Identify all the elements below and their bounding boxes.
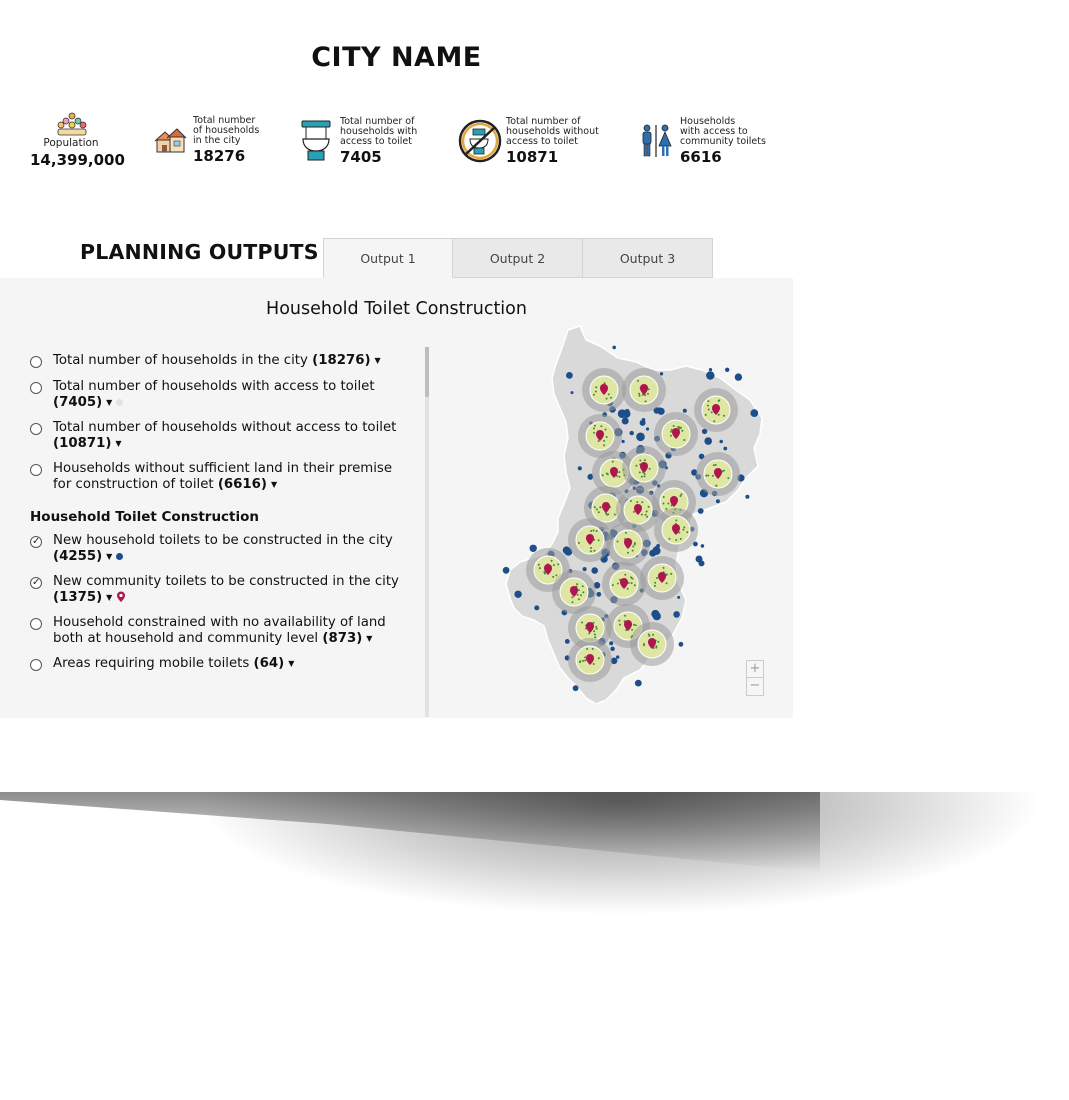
cluster-speck: [593, 530, 595, 532]
cluster-speck: [673, 425, 675, 427]
household-toilet-dot: [566, 372, 573, 379]
cluster-speck: [603, 444, 605, 446]
option-label: Total number of households in the city: [53, 353, 308, 368]
cluster-speck: [644, 459, 646, 461]
cluster-speck: [666, 582, 668, 584]
stat-label: with access to: [680, 126, 748, 137]
cluster-speck: [593, 630, 595, 632]
option-label: Areas requiring mobile toilets: [53, 656, 250, 671]
cluster-speck: [670, 431, 672, 433]
household-toilet-dot: [573, 685, 579, 691]
cluster-speck: [705, 414, 707, 416]
cluster-speck: [670, 573, 672, 575]
legend-dot-icon: [116, 399, 123, 406]
cluster-speck: [577, 594, 579, 596]
cluster-speck: [641, 476, 643, 478]
cluster-speck: [683, 526, 685, 528]
cluster-speck: [680, 495, 682, 497]
tab-output-1[interactable]: Output 1: [323, 238, 453, 278]
option-insufficient-land[interactable]: [30, 461, 400, 492]
cluster-speck: [718, 400, 720, 402]
cluster-speck: [593, 663, 595, 665]
household-toilet-dot: [698, 508, 704, 514]
household-toilet-dot: [725, 368, 729, 372]
dropdown-arrow-icon[interactable]: ▼: [106, 551, 113, 561]
cluster-speck: [618, 471, 620, 473]
options-scrollbar[interactable]: [425, 347, 429, 717]
cluster-speck: [580, 594, 582, 596]
city-title: CITY NAME: [311, 42, 482, 73]
dropdown-arrow-icon[interactable]: ▼: [374, 356, 381, 365]
household-toilet-dot: [622, 418, 629, 425]
cluster-speck: [644, 473, 646, 475]
cluster-speck: [723, 415, 725, 417]
dropdown-arrow-icon[interactable]: ▼: [106, 592, 113, 602]
cluster-speck: [600, 506, 602, 508]
cluster-speck: [538, 564, 540, 566]
tab-output-2[interactable]: Output 2: [453, 238, 583, 278]
cluster-speck: [643, 643, 645, 645]
cluster-speck: [595, 391, 597, 393]
radio-button[interactable]: [30, 423, 42, 435]
option-label: Total number of households without access to toilet: [53, 420, 397, 435]
option-label: New community toilets to be constructed in the city: [53, 574, 399, 589]
cluster-speck: [644, 475, 646, 477]
cluster-speck: [665, 508, 667, 510]
stat-label: community toilets: [680, 136, 766, 147]
household-toilet-dot: [583, 567, 587, 571]
household-toilet-dot: [578, 466, 582, 470]
cluster-speck: [707, 405, 709, 407]
cluster-speck: [624, 574, 626, 576]
household-toilet-dot: [596, 592, 601, 597]
cluster-speck: [578, 542, 580, 544]
option-label: Households without sufficient land in their premise for construction of toilet: [53, 461, 393, 492]
radio-button[interactable]: [30, 356, 42, 368]
community-toilet-cluster[interactable]: [654, 412, 698, 456]
option-count: (873): [322, 630, 363, 646]
cluster-speck: [571, 596, 573, 598]
community-toilet-cluster[interactable]: [582, 368, 626, 412]
cluster-speck: [603, 440, 605, 442]
scrollbar-thumb[interactable]: [425, 347, 429, 397]
stat-value: 14,399,000: [30, 151, 125, 169]
option-count: (64): [253, 656, 285, 671]
cluster-speck: [636, 501, 638, 503]
cluster-speck: [678, 426, 680, 428]
cluster-speck: [607, 513, 609, 515]
cluster-speck: [593, 428, 595, 430]
household-toilet-dot: [723, 447, 727, 451]
cluster-speck: [711, 411, 713, 413]
map-markers: [503, 346, 758, 691]
cluster-speck: [610, 397, 612, 399]
cluster-speck: [590, 547, 592, 549]
cluster-speck: [598, 511, 600, 513]
cluster-speck: [581, 622, 583, 624]
option-count: (18276): [312, 353, 371, 368]
cluster-speck: [578, 598, 580, 600]
cluster-speck: [632, 546, 634, 548]
household-toilet-dot: [701, 544, 705, 548]
cluster-speck: [705, 475, 707, 477]
cluster-speck: [675, 519, 677, 521]
household-toilet-dot: [706, 371, 714, 379]
cluster-speck: [598, 657, 600, 659]
community-toilet-cluster[interactable]: [696, 452, 740, 496]
cluster-speck: [628, 582, 630, 584]
option-count: (4255): [53, 548, 103, 564]
cluster-speck: [713, 464, 715, 466]
cluster-speck: [649, 468, 651, 470]
community-toilet-cluster[interactable]: [630, 622, 674, 666]
cluster-speck: [633, 624, 635, 626]
household-toilet-dot: [630, 431, 634, 435]
household-toilet-dot: [534, 605, 539, 610]
option-with-toilet[interactable]: [30, 379, 400, 410]
cluster-speck: [576, 583, 578, 585]
stat-label: Households: [680, 116, 736, 127]
section-title: Household Toilet Construction: [30, 509, 260, 525]
community-toilet-cluster[interactable]: [568, 518, 612, 562]
stat-value: 7405: [340, 148, 382, 166]
cluster-speck: [618, 476, 620, 478]
cluster-speck: [582, 591, 584, 593]
cluster-speck: [681, 430, 683, 432]
option-mobile-toilets[interactable]: [30, 656, 400, 672]
cluster-speck: [633, 511, 635, 513]
option-no-land[interactable]: [30, 615, 400, 646]
cluster-speck: [594, 636, 596, 638]
household-toilet-dot: [565, 639, 570, 644]
cluster-speck: [715, 485, 717, 487]
stat-label: access to toilet: [506, 136, 578, 147]
cluster-speck: [627, 588, 629, 590]
stat-label: Total number: [193, 115, 256, 126]
cluster-speck: [607, 473, 609, 475]
cluster-speck: [619, 624, 621, 626]
zoom-out-button[interactable]: −: [746, 678, 764, 696]
cluster-speck: [593, 394, 595, 396]
household-toilet-dot: [636, 433, 645, 442]
radio-button[interactable]: [30, 618, 42, 630]
cluster-speck: [594, 634, 596, 636]
cluster-speck: [594, 425, 596, 427]
cluster-speck: [612, 461, 614, 463]
community-toilet-cluster[interactable]: [654, 508, 698, 552]
cluster-speck: [596, 530, 598, 532]
cluster-speck: [669, 538, 671, 540]
cluster-speck: [602, 474, 604, 476]
household-toilet-dot: [591, 567, 598, 574]
cluster-speck: [648, 633, 650, 635]
household-toilet-dot: [709, 368, 712, 371]
cluster-speck: [655, 647, 657, 649]
radio-button[interactable]: [30, 464, 42, 476]
cluster-speck: [617, 541, 619, 543]
cluster-speck: [593, 432, 595, 434]
cluster-speck: [683, 439, 685, 441]
cluster-speck: [647, 393, 649, 395]
dropdown-arrow-icon[interactable]: ▼: [271, 479, 278, 489]
cluster-speck: [723, 470, 725, 472]
cluster-speck: [634, 542, 636, 544]
cluster-speck: [605, 429, 607, 431]
household-toilet-dot: [589, 474, 593, 478]
cluster-speck: [639, 471, 641, 473]
no-toilet-icon: [457, 118, 503, 164]
cluster-speck: [606, 398, 608, 400]
cluster-speck: [630, 500, 632, 502]
community-toilet-cluster[interactable]: [606, 522, 650, 566]
option-new-community-toilets[interactable]: [30, 574, 400, 605]
cluster-speck: [612, 584, 614, 586]
tab-output-3[interactable]: Output 3: [583, 238, 713, 278]
household-toilet-dot: [530, 545, 537, 552]
cluster-speck: [598, 539, 600, 541]
stat-population: [30, 137, 125, 169]
houses-icon: [153, 127, 187, 153]
cluster-speck: [682, 529, 684, 531]
cluster-speck: [675, 539, 677, 541]
stat-label: households with: [340, 126, 418, 137]
cluster-speck: [635, 624, 637, 626]
stat-value: 6616: [680, 148, 722, 166]
cluster-speck: [641, 501, 643, 503]
cluster-speck: [708, 409, 710, 411]
cluster-speck: [586, 648, 588, 650]
option-label: Total number of households with access to toilet: [53, 379, 375, 394]
cluster-speck: [608, 393, 610, 395]
zoom-in-button[interactable]: +: [746, 660, 764, 678]
cluster-speck: [593, 550, 595, 552]
cluster-speck: [686, 531, 688, 533]
cluster-speck: [634, 584, 636, 586]
cluster-speck: [666, 573, 668, 575]
household-toilet-dot: [745, 495, 749, 499]
household-toilet-dot: [677, 596, 680, 599]
option-count: (1375): [53, 589, 103, 605]
cluster-speck: [638, 393, 640, 395]
option-count: (6616): [217, 476, 268, 492]
stat-label: of households: [193, 125, 260, 136]
cluster-speck: [582, 585, 584, 587]
checked-radio-button[interactable]: [30, 536, 42, 548]
cluster-speck: [645, 400, 647, 402]
cluster-speck: [639, 395, 641, 397]
stat-label: in the city: [193, 135, 241, 146]
cluster-speck: [637, 380, 639, 382]
people-group-icon: [57, 112, 87, 136]
cluster-speck: [639, 460, 641, 462]
legend-dot-icon: [116, 553, 123, 560]
community-toilet-cluster[interactable]: [602, 562, 646, 606]
cluster-speck: [630, 576, 632, 578]
option-total-households[interactable]: [30, 353, 400, 369]
stat-value: 18276: [193, 147, 246, 165]
dropdown-arrow-icon[interactable]: ▼: [366, 633, 373, 643]
dropdown-arrow-icon[interactable]: ▼: [106, 397, 113, 407]
cluster-speck: [667, 503, 669, 505]
option-without-toilet[interactable]: [30, 420, 400, 451]
cluster-speck: [572, 601, 574, 603]
household-toilet-dot: [651, 610, 659, 618]
cluster-speck: [590, 550, 592, 552]
option-label: Household constrained with no availability of land both at household and community level: [53, 615, 386, 646]
cluster-speck: [646, 511, 648, 513]
cluster-speck: [631, 582, 633, 584]
household-toilet-dot: [735, 373, 742, 380]
household-toilet-dot: [612, 346, 616, 350]
household-toilet-dot: [622, 440, 625, 443]
cluster-speck: [596, 508, 598, 510]
cluster-speck: [632, 550, 634, 552]
community-toilet-cluster[interactable]: [640, 556, 684, 600]
stat-without-toilet: [506, 117, 606, 166]
stat-label: Population: [43, 137, 99, 149]
cluster-speck: [596, 628, 598, 630]
household-toilet-dot: [649, 550, 656, 557]
cluster-speck: [553, 564, 555, 566]
household-toilet-dot: [719, 440, 723, 444]
stat-label: households without: [506, 126, 599, 137]
cluster-speck: [551, 560, 553, 562]
cluster-speck: [579, 660, 581, 662]
cluster-speck: [657, 641, 659, 643]
cluster-speck: [584, 656, 586, 658]
community-toilet-cluster[interactable]: [694, 388, 738, 432]
cluster-speck: [635, 465, 637, 467]
household-toilet-dot: [683, 409, 687, 413]
cluster-speck: [582, 660, 584, 662]
city-map[interactable]: [440, 318, 780, 713]
household-toilet-dot: [635, 680, 642, 687]
cluster-speck: [707, 475, 709, 477]
cluster-speck: [604, 382, 606, 384]
option-count: (10871): [53, 435, 112, 451]
household-toilet-dot: [673, 611, 680, 618]
cluster-speck: [646, 516, 648, 518]
cluster-speck: [592, 648, 594, 650]
household-toilet-dot: [609, 641, 613, 645]
cluster-speck: [707, 400, 709, 402]
community-toilet-cluster[interactable]: [622, 368, 666, 412]
stat-label: Total number of: [506, 116, 581, 127]
stat-label: Total number of: [340, 116, 415, 127]
cluster-speck: [627, 552, 629, 554]
cluster-speck: [654, 582, 656, 584]
stat-households: [193, 116, 283, 165]
radio-button[interactable]: [30, 382, 42, 394]
cluster-speck: [670, 435, 672, 437]
cluster-speck: [539, 567, 541, 569]
cluster-speck: [631, 629, 633, 631]
cluster-speck: [641, 514, 643, 516]
cluster-speck: [648, 506, 650, 508]
cluster-speck: [606, 436, 608, 438]
stat-community-toilets: [680, 117, 780, 166]
cluster-speck: [614, 514, 616, 516]
cluster-speck: [600, 425, 602, 427]
household-toilet-dot: [514, 591, 521, 598]
community-toilet-cluster[interactable]: [622, 446, 666, 490]
dropdown-arrow-icon[interactable]: ▼: [288, 659, 295, 668]
option-label: New household toilets to be constructed in the city: [53, 533, 393, 548]
restroom-icon: [640, 124, 672, 158]
cluster-speck: [718, 414, 720, 416]
cluster-speck: [663, 567, 665, 569]
household-toilet-dot: [622, 410, 630, 418]
option-count: (7405): [53, 394, 103, 410]
stat-value: 10871: [506, 148, 559, 166]
toilet-icon: [300, 120, 332, 162]
household-toilet-dot: [679, 642, 684, 647]
household-toilet-dot: [660, 372, 663, 375]
cluster-speck: [555, 574, 557, 576]
household-toilet-dot: [610, 647, 614, 651]
cluster-speck: [578, 589, 580, 591]
map-pin-icon: [116, 591, 126, 603]
cluster-speck: [595, 386, 597, 388]
output-tabs: [323, 238, 713, 278]
household-toilet-dot: [699, 560, 705, 566]
checked-radio-button[interactable]: [30, 577, 42, 589]
cluster-speck: [584, 660, 586, 662]
map-zoom-controls: [746, 660, 764, 696]
cluster-speck: [715, 464, 717, 466]
cluster-speck: [595, 626, 597, 628]
household-toilet-dot: [750, 409, 758, 417]
household-toilet-dot: [716, 499, 720, 503]
cluster-speck: [590, 530, 592, 532]
cluster-speck: [713, 420, 715, 422]
cluster-speck: [663, 496, 665, 498]
dropdown-arrow-icon[interactable]: ▼: [115, 438, 122, 448]
cluster-speck: [557, 563, 559, 565]
cluster-speck: [618, 620, 620, 622]
household-toilet-dot: [704, 437, 712, 445]
radio-button[interactable]: [30, 659, 42, 671]
cluster-speck: [552, 576, 554, 578]
household-toilet-dot: [503, 567, 510, 574]
cluster-speck: [625, 532, 627, 534]
cluster-speck: [624, 615, 626, 617]
cluster-speck: [654, 585, 656, 587]
option-new-household-toilets[interactable]: [30, 533, 400, 564]
cluster-speck: [652, 634, 654, 636]
stat-label: access to toilet: [340, 136, 412, 147]
cluster-speck: [656, 577, 658, 579]
cluster-speck: [594, 506, 596, 508]
output-panel: [0, 278, 793, 718]
cluster-speck: [663, 503, 665, 505]
cluster-speck: [712, 475, 714, 477]
household-toilet-dot: [642, 418, 646, 422]
cluster-speck: [598, 440, 600, 442]
community-toilet-cluster[interactable]: [568, 638, 612, 682]
panel-title: Household Toilet Construction: [266, 299, 527, 319]
household-toilet-dot: [571, 391, 574, 394]
stat-with-toilet: [340, 117, 435, 166]
cluster-speck: [680, 538, 682, 540]
planning-outputs-title: PLANNING OUTPUTS: [80, 240, 319, 264]
cluster-speck: [617, 583, 619, 585]
cluster-speck: [727, 477, 729, 479]
cluster-speck: [645, 514, 647, 516]
household-toilet-dot: [646, 427, 649, 430]
household-toilet-dot: [616, 655, 619, 658]
